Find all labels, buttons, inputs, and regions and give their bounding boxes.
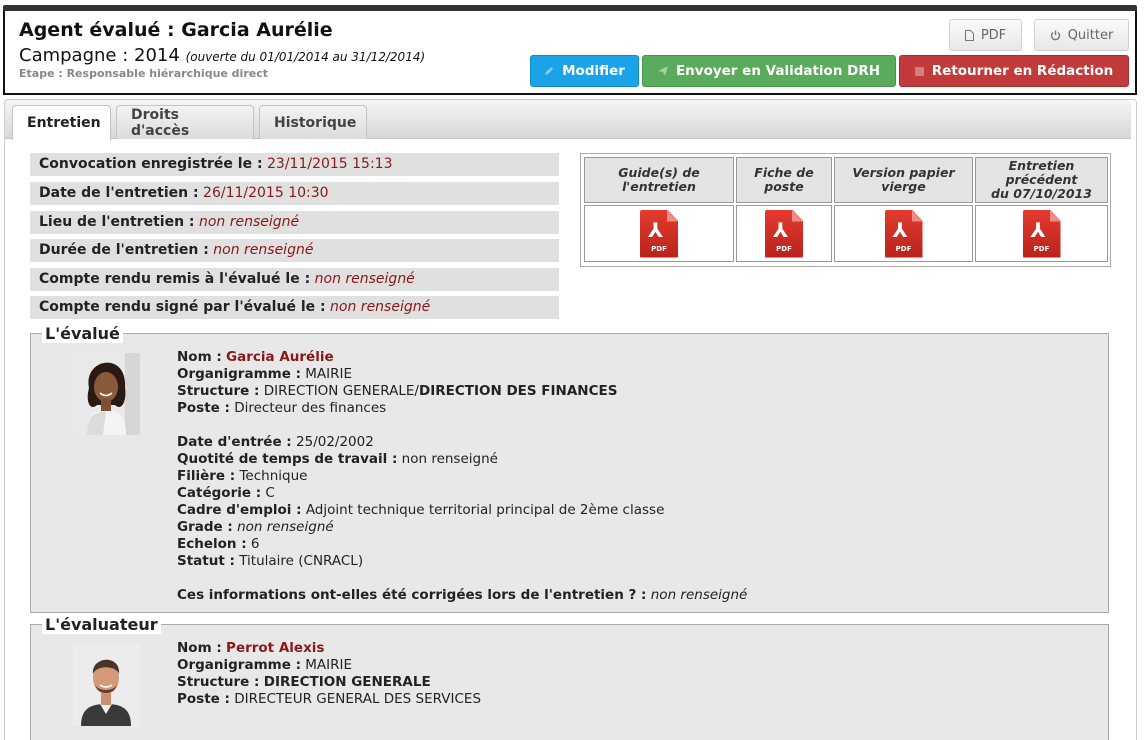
info-value: 26/11/2015 10:30 [203, 185, 329, 201]
modify-button[interactable] [530, 55, 639, 87]
evalue-legend: L'évalué [42, 324, 123, 343]
field-label: Structure : [177, 674, 260, 690]
field-label: Nom : [177, 640, 222, 656]
info-label: Convocation enregistrée le : [39, 156, 263, 172]
field-value: non renseigné [401, 451, 498, 467]
field-label: Nom : [177, 349, 222, 365]
modify-button-label: Modifier [562, 63, 625, 79]
field-label: Poste : [177, 691, 230, 707]
evalue-name: Garcia Aurélie [226, 349, 334, 365]
document-header-line: Entretien [1008, 158, 1075, 173]
field-value: 6 [250, 536, 260, 552]
document-header-line: précédent [1005, 172, 1078, 187]
field-label: Echelon : [177, 536, 247, 552]
field-label: Statut : [177, 553, 235, 569]
document-header-line: l'entretien [622, 179, 696, 194]
send-validation-button-label: Envoyer en Validation DRH [675, 63, 881, 79]
field-value: DIRECTION GENERALE/ [263, 383, 419, 399]
return-redaction-button[interactable] [899, 55, 1129, 87]
field-value: Titulaire (CNRACL) [239, 553, 364, 569]
tab-entretien[interactable]: Entretien [12, 105, 111, 140]
field-value: Adjoint technique territorial principal de 2ème classe [305, 502, 665, 518]
document-header-line: poste [764, 179, 804, 194]
field-label: Quotité de temps de travail : [177, 451, 398, 467]
field-value: DIRECTEUR GENERAL DES SERVICES [234, 691, 482, 707]
pencil-icon [544, 66, 554, 76]
info-value: non renseigné [330, 299, 431, 315]
campaign-info [19, 45, 425, 66]
info-value: non renseigné [198, 214, 300, 230]
pdf-icon-text: PDF [776, 244, 792, 253]
info-label: Compte rendu signé par l'évalué le : [39, 299, 326, 315]
info-row-date-entretien [30, 182, 559, 205]
send-icon [658, 66, 668, 76]
field-value: C [265, 485, 275, 501]
document-header [975, 157, 1108, 203]
field-value: MAIRIE [305, 366, 353, 382]
pdf-icon[interactable]: ⅄ PDF [885, 210, 923, 258]
page-header [3, 11, 1137, 95]
power-icon [1050, 30, 1061, 41]
return-redaction-button-label: Retourner en Rédaction [931, 63, 1114, 79]
info-row-compte-rendu-signe [30, 296, 559, 319]
document-header [834, 157, 973, 203]
pdf-icon-text: PDF [651, 244, 667, 253]
field-value-strong: DIRECTION GENERALE [263, 674, 431, 690]
field-label: Poste : [177, 400, 230, 416]
info-value: non renseigné [314, 271, 415, 287]
field-value: MAIRIE [305, 657, 353, 673]
page-title: Agent évalué : Garcia Aurélie [19, 19, 333, 41]
document-link[interactable] [736, 205, 832, 262]
documents-table [580, 153, 1111, 267]
document-link[interactable] [834, 205, 973, 262]
evaluateur-name: Perrot Alexis [226, 640, 325, 656]
document-header-line: Fiche de [754, 165, 814, 180]
document-link[interactable] [975, 205, 1108, 262]
evalue-avatar [73, 353, 140, 435]
info-label: Lieu de l'entretien : [39, 214, 195, 230]
info-value: 23/11/2015 15:13 [267, 156, 393, 172]
pdf-icon[interactable]: ⅄ PDF [765, 210, 803, 258]
field-label: Structure : [177, 383, 260, 399]
tab-historique[interactable]: Historique [259, 105, 367, 139]
save-icon [915, 67, 924, 76]
info-label: Compte rendu remis à l'évalué le : [39, 271, 311, 287]
pdf-icon-text: PDF [1033, 244, 1050, 253]
campaign-period: (ouverte du 01/01/2014 au 31/12/2014) [185, 50, 426, 64]
evaluateur-avatar [73, 644, 140, 726]
field-label: Organigramme : [177, 366, 301, 382]
info-row-duree [30, 239, 559, 262]
document-header-line: vierge [881, 179, 926, 194]
field-value: 25/02/2002 [296, 434, 374, 450]
info-label: Date de l'entretien : [39, 185, 199, 201]
field-label: Filière : [177, 468, 236, 484]
field-value: Technique [239, 468, 308, 484]
pdf-button-label: PDF [980, 27, 1007, 43]
evalue-details [177, 349, 747, 604]
field-value: non renseigné [237, 519, 334, 535]
pdf-icon-text: PDF [895, 244, 912, 253]
info-label: Durée de l'entretien : [39, 242, 209, 258]
document-header [584, 157, 734, 203]
field-value-strong: DIRECTION DES FINANCES [418, 383, 618, 399]
field-label: Cadre d'emploi : [177, 502, 302, 518]
send-validation-button[interactable] [642, 55, 896, 87]
document-link[interactable] [584, 205, 734, 262]
field-label: Date d'entrée : [177, 434, 292, 450]
info-row-convocation [30, 153, 559, 176]
field-label: Catégorie : [177, 485, 262, 501]
evaluateur-details [177, 640, 481, 708]
evaluateur-legend: L'évaluateur [42, 615, 161, 634]
document-header-line: du 07/10/2013 [991, 186, 1092, 201]
tab-droits-acces[interactable]: Droits d'accès [116, 105, 254, 139]
document-header-line: Version papier [852, 165, 955, 180]
campaign-label: Campagne : 2014 [19, 45, 180, 66]
document-column [834, 157, 973, 262]
field-value: non renseigné [650, 587, 748, 603]
document-header [736, 157, 832, 203]
info-value: non renseigné [213, 242, 314, 258]
field-label: Ces informations ont-elles été corrigées lors de l'entretien ? : [177, 587, 647, 603]
field-value: Directeur des finances [234, 400, 387, 416]
field-label: Organigramme : [177, 657, 301, 673]
info-row-compte-rendu-remis [30, 268, 559, 291]
workflow-step: Etape : Responsable hiérarchique direct [19, 67, 268, 80]
document-column [975, 157, 1108, 262]
document-column [736, 157, 832, 262]
info-row-lieu [30, 211, 559, 234]
document-column [584, 157, 734, 262]
quit-button-label: Quitter [1067, 27, 1114, 43]
pdf-icon[interactable]: ⅄ PDF [640, 210, 678, 258]
document-header-line: Guide(s) de [618, 165, 700, 180]
document-icon [965, 30, 974, 41]
field-label: Grade : [177, 519, 233, 535]
pdf-button[interactable] [949, 19, 1022, 51]
pdf-icon[interactable]: ⅄ PDF [1023, 210, 1061, 258]
quit-button[interactable] [1034, 19, 1129, 51]
